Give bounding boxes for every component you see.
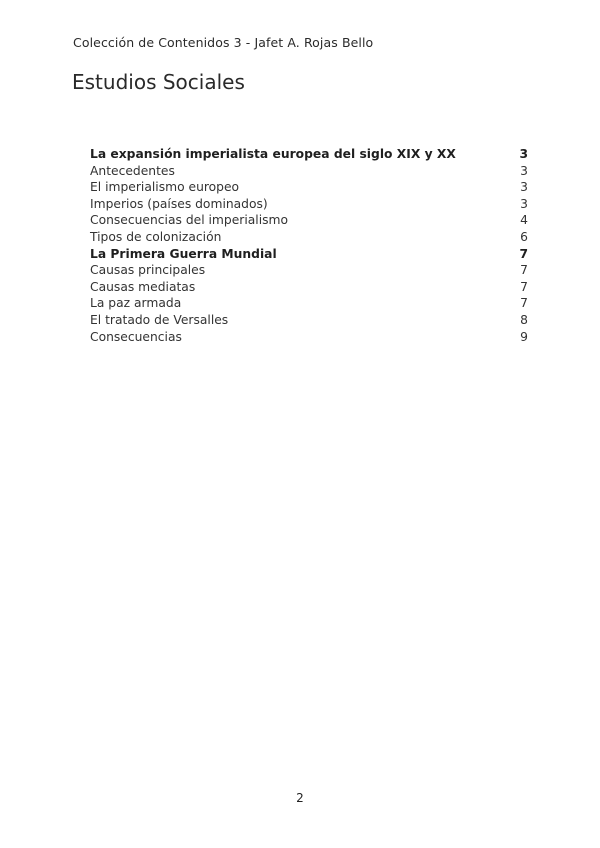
toc-entry[interactable] (90, 295, 528, 312)
toc-entry-label: Causas mediatas (90, 279, 196, 294)
toc-entry[interactable] (90, 279, 528, 296)
toc-entry-label: Tipos de colonización (90, 229, 222, 244)
toc-entry-page: 6 (520, 229, 528, 244)
toc-entry-label: Imperios (países dominados) (90, 196, 268, 211)
toc-entry-label: El imperialismo europeo (90, 180, 240, 195)
toc-entry-page: 9 (520, 329, 528, 344)
page-title: Estudios Sociales (72, 70, 245, 94)
page-number: 2 (296, 791, 304, 805)
toc-entry-page: 7 (520, 296, 528, 311)
toc-entry[interactable] (90, 163, 528, 180)
toc-entry[interactable] (90, 179, 528, 196)
toc-entry-label: Consecuencias (90, 329, 182, 344)
toc-entry-label: El tratado de Versalles (90, 312, 229, 327)
toc-entry-page: 3 (520, 180, 528, 195)
toc-entry-label: Causas principales (90, 263, 206, 278)
toc-entry[interactable] (90, 312, 528, 329)
toc-entry-label: Consecuencias del imperialismo (90, 213, 289, 228)
toc-entry[interactable] (90, 196, 528, 213)
toc-entry-page: 7 (520, 263, 528, 278)
toc-entry[interactable] (90, 246, 528, 263)
toc-entry[interactable] (90, 146, 528, 163)
toc-entry[interactable] (90, 329, 528, 346)
toc-entry-page: 3 (520, 196, 528, 211)
toc-entry-page: 8 (520, 312, 528, 327)
toc-entry-page: 7 (520, 279, 528, 294)
running-header: Colección de Contenidos 3 - Jafet A. Rojas Bello (73, 35, 374, 50)
toc-entry-label: La Primera Guerra Mundial (90, 246, 277, 261)
toc-entry-label: La expansión imperialista europea del siglo XIX y XX (90, 147, 456, 161)
table-of-contents (90, 146, 528, 345)
toc-entry[interactable] (90, 212, 528, 229)
toc-entry-label: La paz armada (90, 296, 182, 311)
toc-entry[interactable] (90, 262, 528, 279)
toc-entry-page: 3 (520, 163, 528, 178)
toc-entry-page: 4 (520, 213, 528, 228)
toc-entry-page: 7 (519, 246, 528, 261)
toc-entry[interactable] (90, 229, 528, 246)
toc-entry-page: 3 (519, 147, 528, 161)
toc-entry-label: Antecedentes (90, 163, 175, 178)
